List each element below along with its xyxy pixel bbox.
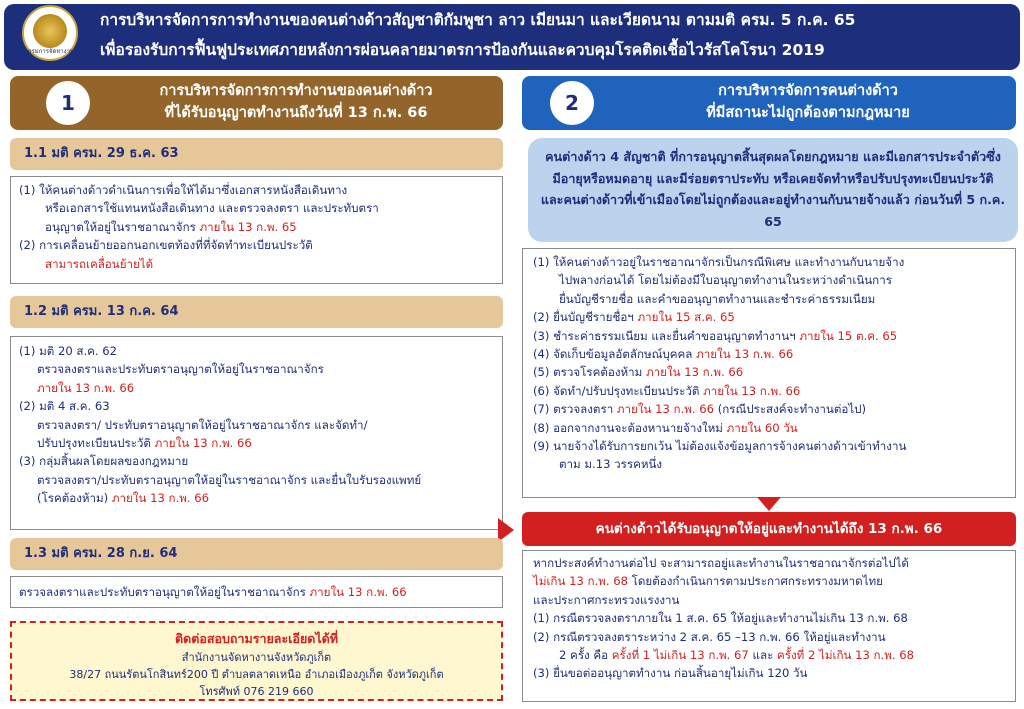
header-title-line2: เพื่อรองรับการฟื้นฟูประเทศภายหลังการผ่อนคลายมาตรการป้องกันและควบคุมโรคติดเชื้อไวรัสโคโรนา 2019 — [100, 41, 825, 59]
s12-item-2-deadline: ภายใน 13 ก.พ. 66 — [154, 436, 252, 451]
right-info-text: คนต่างด้าว 4 สัญชาติ ที่การอนุญาตสิ้นสุดผลโดยกฎหมาย และมีเอกสารประจำตัวซึ่งมีอายุหรือหมดอายุ และมีร่อยตราประทับ หรือเคยจัดทำหรือปรับปรุงทะเบียนประวัติ และคนต่างด้าวที่เข้าเมืองโดยไม่ถูกต้องและอยู่ทำงานกับนายจ้างแล้ว ก่อนวันที่ 5 ก.ค. 65 — [540, 149, 1006, 229]
right-bottom-box — [522, 550, 1016, 702]
s13-item-1 — [19, 583, 494, 601]
s12-item-1-line1: (1) มติ 20 ส.ค. 62 — [19, 344, 118, 358]
contact-address: 38/27 ถนนรัตนโกสินทร์200 ปี ตำบลตลาดเหนือ อำเภอเมืองภูเก็ต จังหวัดภูเก็ต — [69, 668, 444, 681]
bottom-line-c: และประกาศกระทรวงแรงงาน — [533, 592, 680, 607]
right-item-3-deadline: ภายใน 15 ต.ค. 65 — [799, 328, 898, 343]
s12-item-3-line3: (โรคต้องห้าม) — [37, 491, 109, 506]
left-section-header — [10, 76, 503, 130]
bottom-line-b — [533, 572, 1005, 590]
s12-item-3-deadline: ภายใน 13 ก.พ. 66 — [111, 491, 210, 506]
s13-item-1-deadline: ภายใน 13 ก.พ. 66 — [309, 585, 407, 599]
right-item-2 — [533, 308, 1005, 326]
right-item-6-deadline: ภายใน 13 ก.พ. 66 — [703, 383, 801, 398]
right-section-title-2: ที่มีสถานะไม่ถูกต้องตามกฎหมาย — [706, 105, 910, 121]
emblem-icon — [33, 14, 67, 48]
right-item-1-line2: ไปพลางก่อนได้ โดยไม่ต้องมีใบอนุญาตทำงานในระหว่างดำเนินการ — [559, 273, 892, 288]
right-item-3 — [533, 327, 1005, 345]
right-item-4-text: (4) จัดเก็บข้อมูลอัตลักษณ์บุคคล — [533, 347, 693, 362]
s11-item-2 — [19, 236, 494, 273]
s11-item-1-deadline: ภายใน 13 ก.พ. 65 — [199, 219, 297, 234]
subsection-1-1-heading: 1.1 มติ ครม. 29 ธ.ค. 63 — [10, 138, 503, 170]
s12-item-1 — [19, 342, 494, 397]
logo-text: กรมการจัดหางาน — [27, 48, 75, 55]
header-title-line1: การบริหารจัดการการทำงานของคนต่างด้าวสัญชาติกัมพูชา ลาว เมียนมา และเวียดนาม ตามมติ ครม. 5 ก.ค. 65 — [100, 11, 856, 29]
arrow-down-icon — [757, 497, 781, 511]
right-item-5-text: (5) ตรวจโรคต้องห้าม — [533, 365, 643, 380]
contact-phone: โทรศัพท์ 076 219 660 — [199, 685, 314, 698]
subsection-1-2-heading: 1.2 มติ ครม. 13 ก.ค. 64 — [10, 296, 503, 328]
department-logo — [22, 5, 78, 61]
right-section-title-1: การบริหารจัดการคนต่างด้าว — [718, 83, 898, 99]
s12-item-3 — [19, 452, 494, 507]
right-item-3-text: (3) ชำระค่าธรรมเนียม และยื่นคำขออนุญาตทำงานฯ — [533, 328, 796, 343]
bottom-line-f-and: และ — [752, 648, 774, 663]
right-item-4 — [533, 345, 1005, 363]
bottom-line-b-text: โดยต้องกำเนินการตามประกาศกระทรางมหาดไทย — [631, 574, 883, 589]
s12-item-3-line1: (3) กลุ่มสิ้นผลโดยผลของกฎหมาย — [19, 454, 189, 469]
s11-item-1 — [19, 181, 494, 236]
right-item-8-deadline: ภายใน 60 วัน — [726, 420, 798, 435]
contact-box — [10, 621, 503, 701]
bottom-line-g: (3) ยื่นขอต่ออนุญาตทำงาน ก่อนสิ้นอายุไม่เกิน 120 วัน — [533, 666, 808, 681]
bottom-second-period: ครั้งที่ 2 ไม่เกิน 13 ก.พ. 68 — [777, 648, 915, 663]
bottom-deadline: ไม่เกิน 13 ก.พ. 68 — [533, 574, 628, 589]
right-item-9 — [533, 437, 1005, 474]
right-item-2-deadline: ภายใน 15 ส.ค. 65 — [637, 310, 735, 325]
right-item-7 — [533, 400, 1005, 418]
s12-item-2-line3: ปรับปรุงทะเบียนประวัติ — [37, 436, 151, 451]
s12-item-2-line1: (2) มติ 4 ส.ค. 63 — [19, 399, 110, 414]
subsection-1-1-box — [10, 176, 503, 284]
right-item-1-line1: (1) ให้คนต่างด้าวอยู่ในราชอาณาจักรเป็นกรณีพิเศษ และทำงานกับนายจ้าง — [533, 255, 905, 269]
s12-item-2 — [19, 397, 494, 452]
right-section-header — [522, 76, 1016, 130]
right-item-5 — [533, 363, 1005, 381]
section-number-1: 1 — [46, 81, 90, 125]
right-item-7-note: (กรณีประสงค์จะทำงานต่อไป) — [717, 402, 867, 417]
bottom-line-d: (1) กรณีตรวจลงตราภายใน 1 ส.ค. 65 ให้อยู่และทำงานไม่เกิน 13 ก.พ. 68 — [533, 611, 908, 626]
s11-item-2-line1: (2) การเคลื่อนย้ายออกนอกเขตท้องที่ที่จัดทำทะเบียนประวัติ — [19, 238, 313, 253]
bottom-first-period: ครั้งที่ 1 ไม่เกิน 13 ก.พ. 67 — [611, 648, 749, 663]
s12-item-3-line2: ตรวจลงตรา/ประทับตราอนุญาตให้อยู่ในราชอาณาจักร และยื่นใบรับรองแพทย์ — [37, 472, 422, 487]
s13-item-1-text: ตรวจลงตราและประทับตราอนุญาตให้อยู่ในราชอาณาจักร — [19, 585, 306, 599]
right-item-1 — [533, 253, 1005, 308]
left-section-title-2: ที่ได้รับอนุญาตทำงานถึงวันที่ 13 ก.พ. 66 — [164, 105, 428, 121]
bottom-line-a: หากประสงค์ทำงานต่อไป จะสามารถอยู่และทำงานในราชอาณาจักรต่อไปได้ — [533, 556, 909, 570]
right-item-2-text: (2) ยื่นบัญชีรายชื่อฯ — [533, 310, 634, 325]
right-item-8-text: (8) ออกจากงานจะต้องหานายจ้างใหม่ — [533, 420, 723, 435]
subsection-1-3-box — [10, 576, 503, 608]
s11-item-1-line1: (1) ให้คนต่างด้าวดำเนินการเพื่อให้ได้มาซึ่งเอกสารหนังสือเดินทาง — [19, 183, 348, 197]
contact-office: สำนักงานจัดหางานจังหวัดภูเก็ต — [181, 651, 332, 664]
right-item-7-deadline: ภายใน 13 ก.พ. 66 — [616, 402, 715, 417]
right-item-8 — [533, 419, 1005, 437]
left-section-title-1: การบริหารจัดการการทำงานของคนต่างด้าว — [159, 83, 433, 99]
right-item-9-line1: (9) นายจ้างได้รับการยกเว้น ไม่ต้องแจ้งข้อมูลการจ้างคนต่างด้าวเข้าทำงาน — [533, 439, 907, 454]
s11-item-1-line3: อนุญาตให้อยู่ในราชอาณาจักร — [45, 219, 196, 234]
subsection-1-2-box — [10, 336, 503, 530]
contact-title: ติดต่อสอบถามรายละเอียดได้ที่ — [174, 631, 339, 646]
bottom-line-f — [533, 646, 1005, 664]
right-item-5-deadline: ภายใน 13 ก.พ. 66 — [646, 365, 744, 380]
subsection-1-3-heading: 1.3 มติ ครม. 28 ก.ย. 64 — [10, 538, 503, 570]
s12-item-1-deadline: ภายใน 13 ก.พ. 66 — [37, 380, 135, 395]
right-info-box — [528, 138, 1018, 242]
s11-item-1-line2: หรือเอกสารใช้แทนหนังสือเดินทาง และตรวจลงตรา และประทับตรา — [45, 201, 379, 216]
right-item-7-text: (7) ตรวจลงตรา — [533, 402, 614, 417]
right-item-1-line3: ยื่นบัญชีรายชื่อ และคำขออนุญาตทำงานและชำระค่าธรรมเนียม — [559, 291, 876, 306]
right-item-9-line2: ตาม ม.13 วรรคหนึ่ง — [559, 457, 663, 472]
section-number-2: 2 — [550, 81, 594, 125]
right-list-box — [522, 248, 1016, 498]
bottom-line-e: (2) กรณีตรวจลงตราระหว่าง 2 ส.ค. 65 –13 ก.พ. 66 ให้อยู่และทำงาน — [533, 629, 886, 644]
s12-item-1-line2: ตรวจลงตราและประทับตราอนุญาตให้อยู่ในราชอาณาจักร — [37, 362, 324, 377]
permit-until-banner: คนต่างด้าวได้รับอนุญาตให้อยู่และทำงานได้ถึง 13 ก.พ. 66 — [522, 512, 1016, 546]
right-item-6 — [533, 382, 1005, 400]
s12-item-2-line2: ตรวจลงตรา/ ประทับตราอนุญาตให้อยู่ในราชอาณาจักร และจัดทำ/ — [37, 417, 368, 432]
s11-item-2-result: สามารถเคลื่อนย้ายได้ — [45, 256, 154, 271]
right-item-4-deadline: ภายใน 13 ก.พ. 66 — [696, 347, 794, 362]
bottom-line-f-prefix: 2 ครั้ง คือ — [559, 648, 609, 663]
right-item-6-text: (6) จัดทำ/ปรับปรุงทะเบียนประวัติ — [533, 383, 700, 398]
